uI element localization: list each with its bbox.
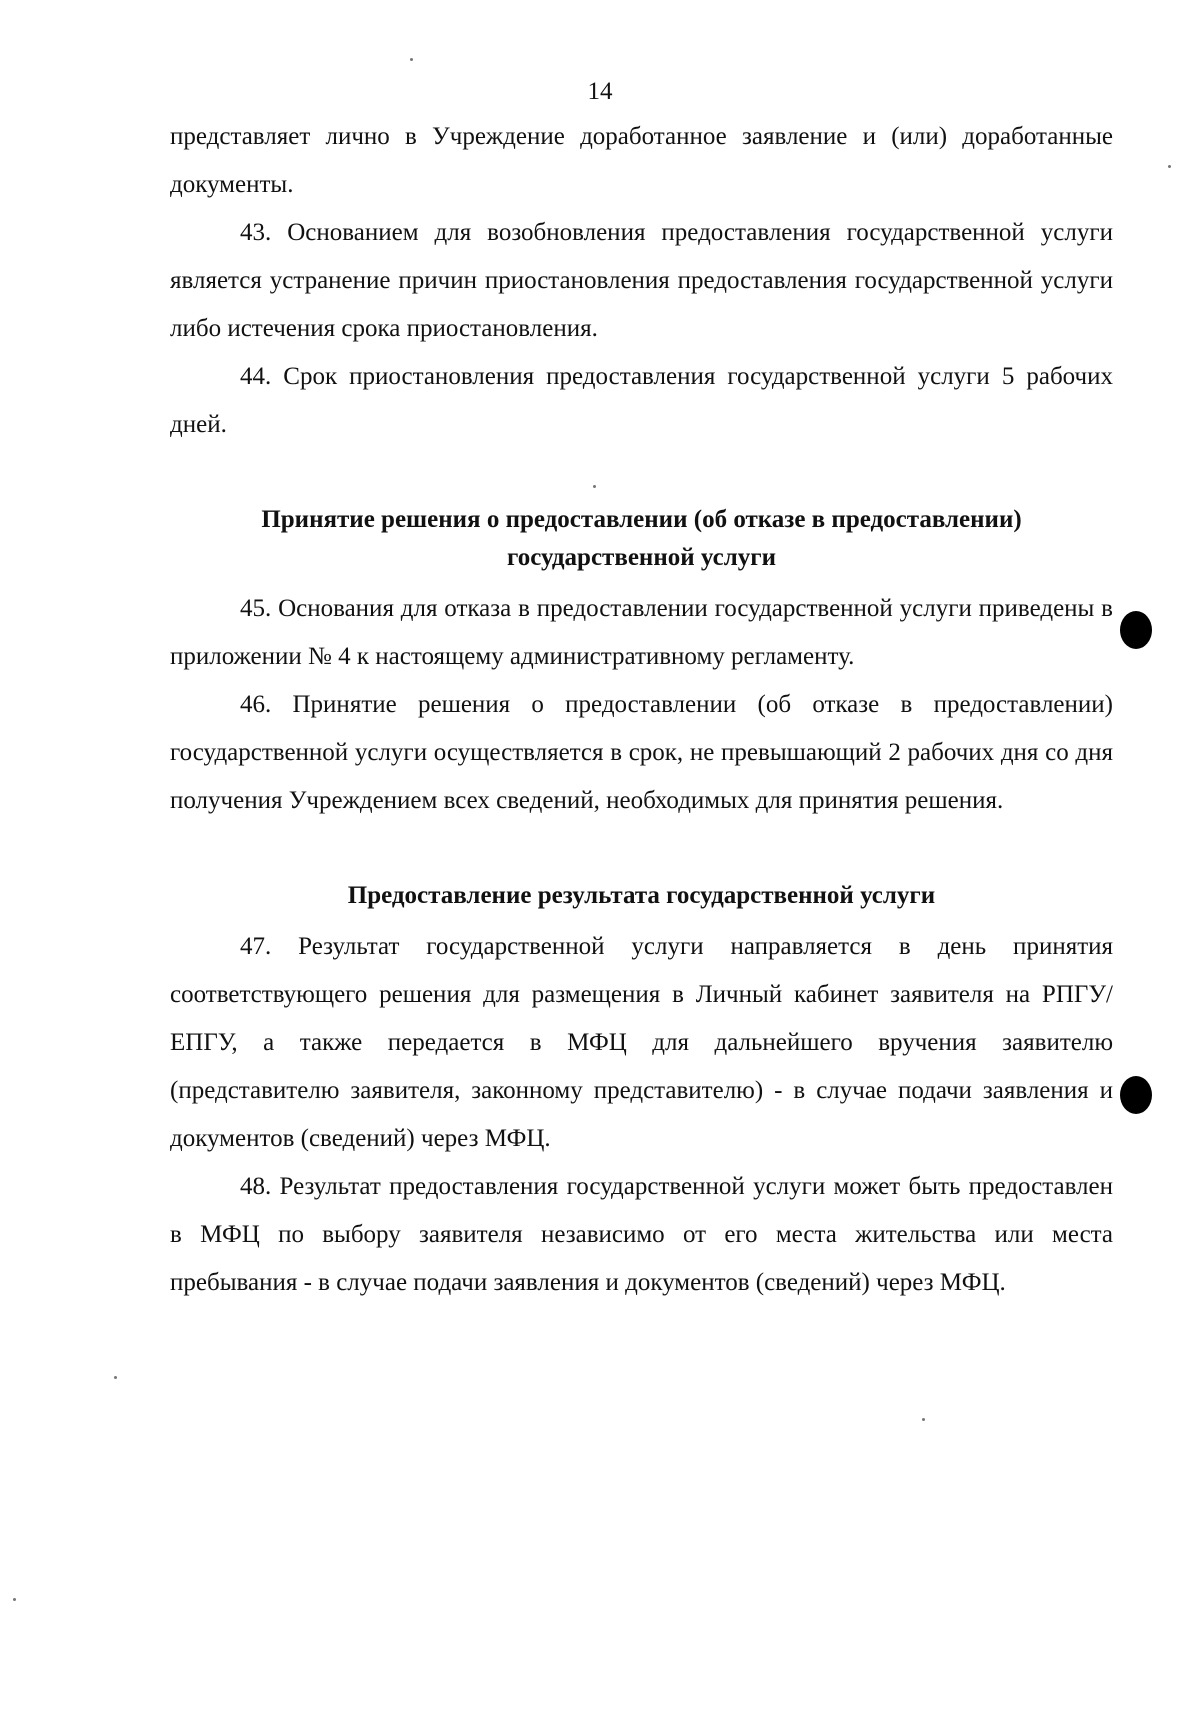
paragraph-47: 47. Результат государственной услуги направляется в день принятия соответствующего решения для размещения в Личный кабинет заявителя на РПГУ/ЕПГУ, а также передается в МФЦ для дальнейшего вручения заявителю (представителю заявителя, законному представителю) - в случае подачи заявления и документов (сведений) через МФЦ. <box>170 933 1113 1152</box>
section-heading-decision <box>170 501 1113 577</box>
scan-speck <box>922 1418 925 1421</box>
section-heading-result: Предоставление результата государственной услуги <box>347 882 936 909</box>
binder-hole-mark <box>1120 1076 1152 1114</box>
section-heading-decision-line2: государственной услуги <box>506 544 777 571</box>
scan-speck <box>114 1376 117 1379</box>
scan-speck <box>593 485 596 488</box>
paragraph-continuation: представляет лично в Учреждение доработанное заявление и (или) доработанные документы. <box>170 123 1113 198</box>
page-number: 14 <box>587 78 613 105</box>
scan-speck <box>1168 165 1171 168</box>
scan-speck <box>410 58 413 61</box>
paragraph-45: 45. Основания для отказа в предоставлении государственной услуги приведены в приложении № 4 к настоящему административному регламенту. <box>170 595 1113 670</box>
paragraph-44: 44. Срок приостановления предоставления государственной услуги 5 рабочих дней. <box>170 363 1113 438</box>
scan-speck <box>13 1598 16 1601</box>
binder-hole-mark <box>1120 611 1152 649</box>
paragraph-43: 43. Основанием для возобновления предоставления государственной услуги является устранение причин приостановления предоставления государственной услуги либо истечения срока приостановления. <box>170 219 1113 342</box>
document-body <box>170 113 1113 1307</box>
section-heading-decision-line1: Принятие решения о предоставлении (об отказе в предоставлении) <box>261 506 1022 533</box>
paragraph-48: 48. Результат предоставления государственной услуги может быть предоставлен в МФЦ по выбору заявителя независимо от его места жительства или места пребывания - в случае подачи заявления и документов (сведений) через МФЦ. <box>170 1173 1113 1296</box>
paragraph-46: 46. Принятие решения о предоставлении (об отказе в предоставлении) государственной услуги осуществляется в срок, не превышающий 2 рабочих дня со дня получения Учреждением всех сведений, необходимых для принятия решения. <box>170 691 1113 814</box>
